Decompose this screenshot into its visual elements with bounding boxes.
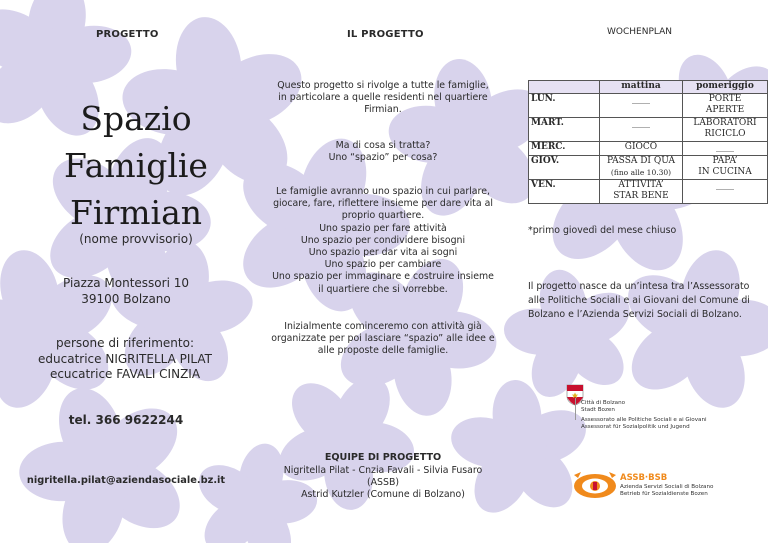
- table-row: [529, 155, 768, 179]
- intro-line: Questo progetto si rivolge a tutte le famiglie,: [277, 80, 489, 91]
- title-line-3: Firmian: [70, 193, 202, 232]
- contacts-line-3: ecucatrice FAVALI CINZIA: [49, 367, 201, 381]
- address-line-2: 39100 Bolzano: [81, 291, 171, 306]
- start-line: organizzate per poi lasciare “spazio” alle idee e: [271, 333, 495, 345]
- afternoon-cell: ____: [683, 179, 768, 203]
- header-cell-afternoon: pomeriggio: [683, 81, 768, 94]
- email-link[interactable]: nigritella.pilat@aziendasociale.bz.it: [26, 475, 226, 486]
- right-heading: WOCHENPLAN: [607, 27, 672, 37]
- bolzano-logo-text: Città di Bolzano Stadt Bozen Assessorato alle Politiche Sociali e ai Giovani Assessorat für Sozialpolitik und Jugend: [581, 400, 707, 430]
- info-line: Il progetto nasce da un’intesa tra l’Assessorato: [528, 281, 750, 292]
- contacts-line-1: persone di riferimento:: [55, 336, 194, 350]
- start-line: Inizialmente cominceremo con attività già: [284, 321, 482, 332]
- team-paragraph: [262, 465, 504, 502]
- body-paragraph: [262, 186, 504, 296]
- middle-heading: IL PROGETTO: [347, 29, 424, 40]
- day-cell: LUN.: [529, 93, 600, 117]
- intro-line: in particolare a quelle residenti nel quartiere: [278, 92, 488, 104]
- assb-logo-icon: [571, 470, 623, 500]
- body-line: Uno spazio per dar vita ai sogni: [308, 247, 458, 259]
- table-row: [529, 141, 768, 155]
- start-paragraph: [262, 321, 504, 358]
- body-line: il quartiere che si vorrebbe.: [318, 283, 448, 295]
- assb-logo-text: Azienda Servizi Sociali di Bolzano Betrieb für Sozialdienste Bozen: [620, 484, 714, 497]
- address: [20, 276, 232, 307]
- afternoon-cell: PAPA’ IN CUCINA: [683, 155, 768, 179]
- title-line-1: Spazio: [80, 99, 192, 138]
- table-row: [529, 179, 768, 203]
- body-line: Uno spazio per cambiare: [324, 259, 442, 271]
- team-line: (ASSB): [366, 477, 400, 489]
- morning-cell: PASSA DI QUA (fino alle 10.30): [600, 155, 683, 179]
- info-line: alle Politiche Sociali e ai Giovani del Comune di: [528, 295, 750, 306]
- afternoon-cell: ____: [683, 141, 768, 155]
- contacts: [0, 336, 250, 383]
- assb-logo-name: ASSB·BSB: [620, 473, 668, 483]
- question-line: Ma di cosa si tratta?: [335, 140, 431, 151]
- body-line: Uno spazio per fare attività: [319, 222, 447, 234]
- subtitle: (nome provvisorio): [79, 232, 193, 246]
- team-heading: EQUIPE DI PROGETTO: [324, 452, 442, 463]
- logo-divider: [575, 398, 576, 420]
- body-line: proprio quartiere.: [341, 210, 425, 222]
- weekly-schedule-table: [528, 80, 768, 204]
- info-paragraph: [528, 280, 760, 322]
- afternoon-cell: PORTE APERTE: [683, 93, 768, 117]
- body-line: Uno spazio per immaginare e costruire insieme: [272, 271, 494, 283]
- team-line: Astrid Kutzler (Comune di Bolzano): [301, 489, 465, 501]
- day-cell: MERC.: [529, 141, 600, 155]
- left-heading: PROGETTO: [96, 29, 159, 40]
- body-line: Le famiglie avranno uno spazio in cui parlare,: [276, 186, 490, 197]
- info-line: Bolzano e l’Azienda Servizi Sociali di Bolzano.: [528, 309, 742, 320]
- morning-cell: ATTIVITA’ STAR BENE: [600, 179, 683, 203]
- morning-cell: ____: [600, 117, 683, 141]
- header-cell-day: [529, 81, 600, 94]
- table-row: [529, 117, 768, 141]
- question-paragraph: [268, 140, 498, 164]
- intro-line: Firmian.: [364, 104, 402, 116]
- address-line-1: Piazza Montessori 10: [62, 276, 189, 290]
- start-line: alle proposte delle famiglie.: [317, 345, 449, 357]
- team-line: Nigritella Pilat - Cnzia Favali - Silvia Fusaro: [283, 465, 483, 476]
- main-title: [20, 95, 252, 236]
- body-line: giocare, fare, riflettere insieme per dare vita al: [273, 198, 493, 210]
- morning-cell: ____: [600, 93, 683, 117]
- body-line: Uno spazio per condividere bisogni: [300, 234, 466, 246]
- phone: tel. 366 9622244: [68, 413, 184, 427]
- intro-paragraph: [268, 80, 498, 117]
- table-header-row: [529, 81, 768, 94]
- morning-cell: GIOCO: [600, 141, 683, 155]
- day-cell: VEN.: [529, 179, 600, 203]
- question-line: Uno “spazio” per cosa?: [328, 152, 438, 164]
- title-line-2: Famiglie: [64, 146, 208, 185]
- schedule-note: *primo giovedì del mese chiuso: [528, 225, 677, 236]
- header-cell-morning: mattina: [600, 81, 683, 94]
- contacts-line-2: educatrice NIGRITELLA PILAT: [38, 351, 212, 366]
- day-cell: GIOV.: [529, 155, 600, 179]
- afternoon-cell: LABORATORI RICICLO: [683, 117, 768, 141]
- table-row: [529, 93, 768, 117]
- day-cell: MART.: [529, 117, 600, 141]
